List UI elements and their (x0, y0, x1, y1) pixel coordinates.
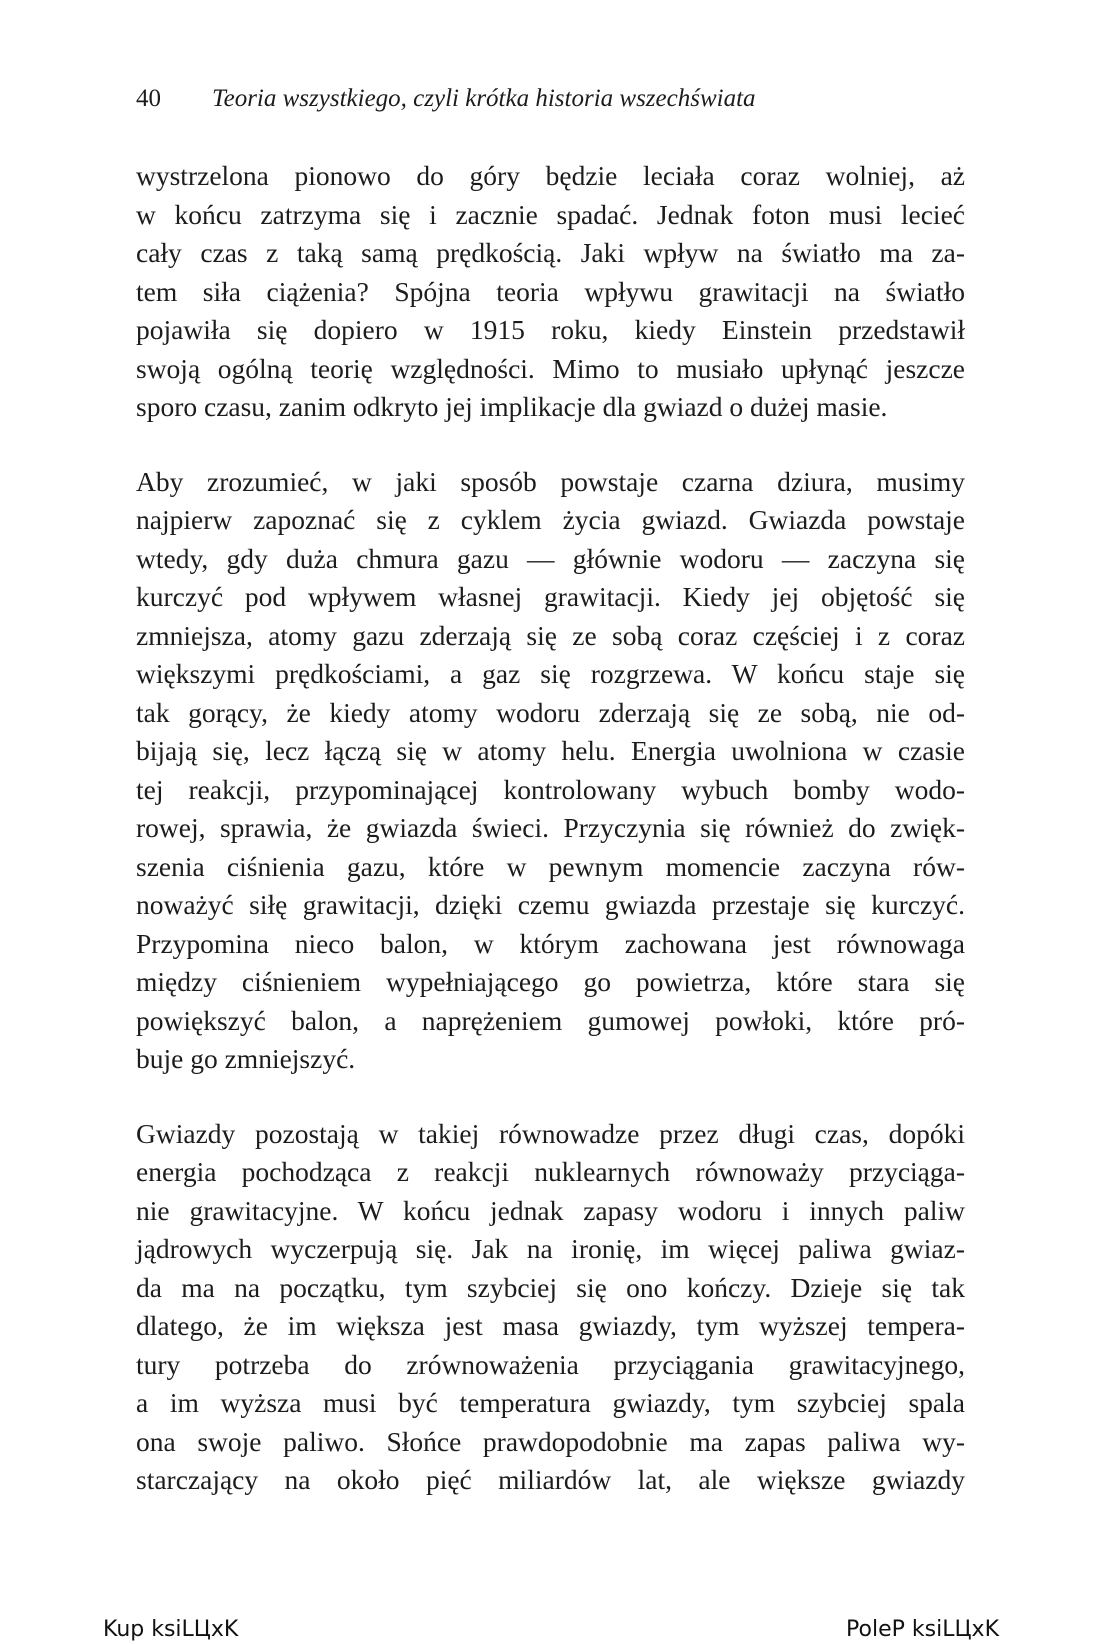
page-number: 40 (136, 85, 161, 112)
body-text (136, 157, 965, 1536)
text-line: ona swoje paliwo. Słońce prawdopodobnie ma zapas paliwa wy- (136, 1425, 965, 1457)
text-line: zmniejsza, atomy gazu zderzają się ze sobą coraz częściej i z coraz (136, 619, 965, 651)
paragraph (136, 463, 965, 1079)
paragraph (136, 1115, 965, 1500)
text-line: Gwiazdy pozostają w takiej równowadze przez długi czas, dopóki (136, 1117, 965, 1149)
text-line: w końcu zatrzyma się i zacznie spadać. Jednak foton musi lecieć (136, 198, 965, 230)
text-line: między ciśnieniem wypełniającego go powietrza, które stara się (136, 966, 965, 997)
text-line: wystrzelona pionowo do góry będzie leciała coraz wolniej, aż (136, 160, 965, 191)
text-line: swoją ogólną teorię względności. Mimo to musiało upłynąć jeszcze (136, 352, 965, 384)
text-line: tury potrzeba do zrównoważenia przyciągania grawitacyjnego, (136, 1348, 965, 1380)
recommend-book-link[interactable]: PoleP ksiLЦxK (846, 1617, 999, 1642)
text-line: energia pochodząca z reakcji nuklearnych równoważy przyciąga- (136, 1156, 965, 1187)
text-line: Przypomina nieco balon, w którym zachowana jest równowaga (136, 927, 965, 959)
text-line: a im wyższa musi być temperatura gwiazdy, tym szybciej spala (136, 1387, 965, 1418)
text-line: starczający na około pięć miliardów lat, ale większe gwiazdy (136, 1464, 965, 1495)
text-line: cały czas z taką samą prędkością. Jaki wpływ na światło ma za- (136, 237, 965, 268)
text-line: kurczyć pod wpływem własnej grawitacji. Kiedy jej objętość się (136, 581, 965, 612)
text-line: bijają się, lecz łączą się w atomy helu. Energia uwolniona w czasie (136, 735, 965, 766)
text-line: noważyć siłę grawitacji, dzięki czemu gwiazda przestaje się kurczyć. (136, 889, 965, 920)
text-line: szenia ciśnienia gazu, które w pewnym momencie zaczyna rów- (136, 850, 965, 882)
text-line: da ma na początku, tym szybciej się ono kończy. Dzieje się tak (136, 1271, 965, 1303)
text-line: większymi prędkościami, a gaz się rozgrzewa. W końcu staje się (136, 658, 965, 689)
text-line: Aby zrozumieć, w jaki sposób powstaje czarna dziura, musimy (136, 465, 965, 497)
text-line: wtedy, gdy duża chmura gazu — głównie wodoru — zaczyna się (136, 542, 965, 574)
buy-book-link[interactable]: Kup ksiLЦxK (103, 1617, 239, 1642)
text-line: dlatego, że im większa jest masa gwiazdy, tym wyższej tempera- (136, 1310, 965, 1341)
text-line: najpierw zapoznać się z cyklem życia gwiazd. Gwiazda powstaje (136, 504, 965, 535)
text-line: powiększyć balon, a naprężeniem gumowej powłoki, które pró- (136, 1004, 965, 1036)
text-line: rowej, sprawia, że gwiazda świeci. Przyczynia się również do zwięk- (136, 812, 965, 843)
text-line: buje go zmniejszyć. (136, 1043, 356, 1074)
page-header (136, 78, 966, 118)
text-line: tej reakcji, przypominającej kontrolowany wybuch bomby wodo- (136, 773, 965, 805)
running-title: Teoria wszystkiego, czyli krótka historia wszechświata (212, 85, 756, 112)
text-line: sporo czasu, zanim odkryto jej implikacje dla gwiazd o dużej masie. (136, 391, 888, 422)
text-line: tak gorący, że kiedy atomy wodoru zderzają się ze sobą, nie od- (136, 696, 965, 728)
text-line: nie grawitacyjne. W końcu jednak zapasy wodoru i innych paliw (136, 1194, 965, 1226)
text-line: jądrowych wyczerpują się. Jak na ironię, im więcej paliwa gwiaz- (136, 1233, 965, 1264)
text-line: tem siła ciążenia? Spójna teoria wpływu grawitacji na światło (136, 275, 965, 307)
text-line: pojawiła się dopiero w 1915 roku, kiedy Einstein przedstawił (136, 314, 965, 345)
paragraph (136, 157, 965, 427)
